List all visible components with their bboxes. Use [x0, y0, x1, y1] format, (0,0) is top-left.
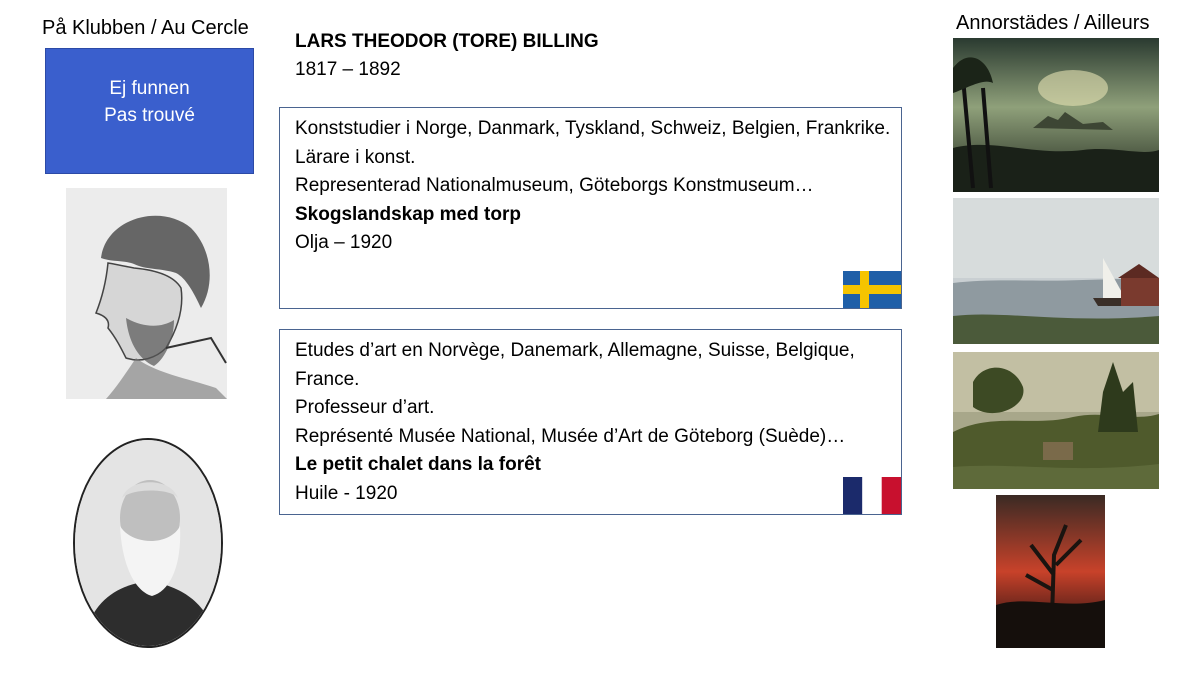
painting-red-sunset-tree — [996, 495, 1105, 648]
painting-harbor-boats — [953, 198, 1159, 344]
swedish-flag-icon — [843, 271, 901, 308]
french-painting-title: Le petit chalet dans la forêt — [295, 454, 541, 475]
swedish-studies: Konststudier i Norge, Danmark, Tyskland, Schweiz, Belgien, Frankrike. — [295, 118, 891, 139]
swedish-teacher: Lärare i konst. — [295, 146, 416, 168]
artist-dates: 1817 – 1892 — [295, 59, 401, 80]
swedish-medium: Olja – 1920 — [295, 232, 393, 253]
artist-sketch-portrait — [66, 188, 227, 399]
artist-name: LARS THEODOR (TORE) BILLING — [295, 31, 599, 52]
french-teacher: Professeur d’art. — [295, 397, 435, 418]
left-column-heading: På Klubben / Au Cercle — [42, 17, 249, 39]
not-found-box — [45, 48, 254, 174]
swedish-painting-title: Skogslandskap med torp — [295, 203, 521, 225]
french-info-box — [279, 329, 902, 515]
painting-forest-cottage — [953, 352, 1159, 489]
swedish-represented: Representerad Nationalmuseum, Göteborgs Konstmuseum… — [295, 175, 814, 196]
french-flag-icon — [843, 477, 901, 514]
swedish-info-box — [279, 107, 902, 309]
not-found-swedish: Ej funnen — [109, 78, 190, 99]
right-column-heading: Annorstädes / Ailleurs — [956, 12, 1150, 34]
artist-photo-portrait — [70, 436, 226, 650]
not-found-french: Pas trouvé — [104, 105, 195, 126]
painting-moonlit-lake — [953, 38, 1159, 192]
french-studies: Etudes d’art en Norvège, Danemark, Allemagne, Suisse, Belgique, France. — [295, 340, 855, 390]
french-medium: Huile - 1920 — [295, 482, 398, 504]
french-represented: Représenté Musée National, Musée d’Art de Göteborg (Suède)… — [295, 425, 846, 447]
